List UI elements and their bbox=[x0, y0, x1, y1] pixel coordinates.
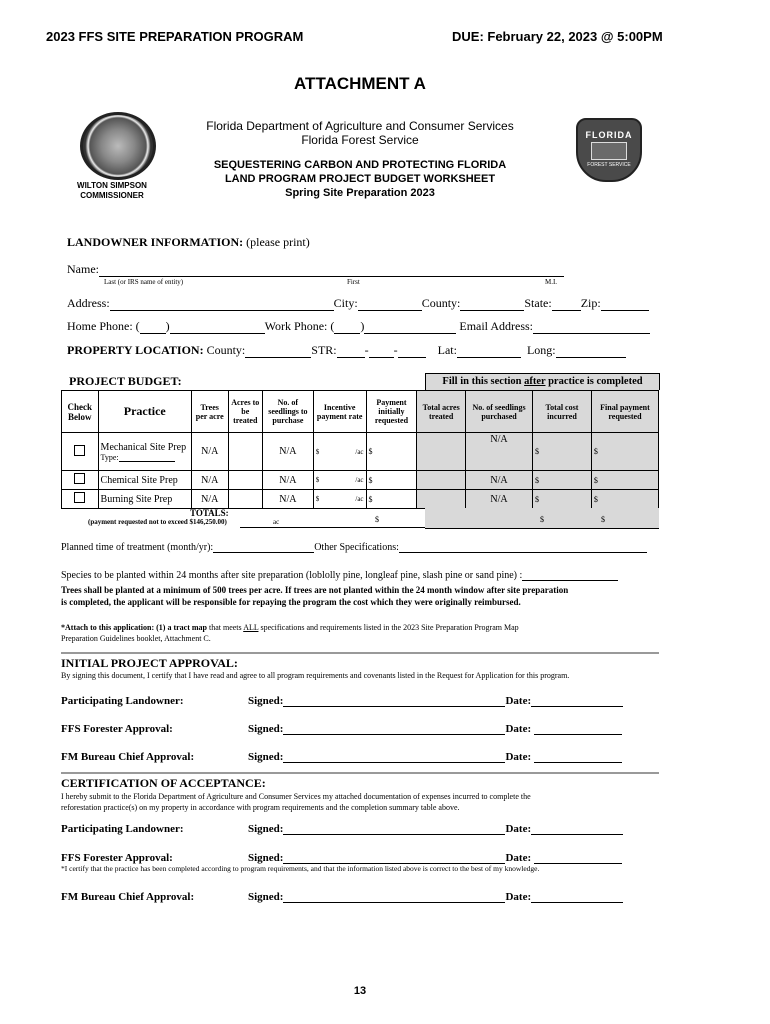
cert-bureau-chief-signature-field[interactable] bbox=[283, 889, 505, 903]
badge-top-text: FLORIDA bbox=[585, 130, 633, 140]
col-practice: Practice bbox=[98, 391, 191, 433]
col-incentive: Incentive payment rate bbox=[313, 391, 366, 433]
rate-cell[interactable] bbox=[313, 471, 366, 490]
budget-row-burning bbox=[62, 490, 659, 509]
other-specs-field[interactable] bbox=[399, 540, 647, 553]
cert-landowner-date-field[interactable] bbox=[531, 821, 623, 835]
signed-label: Signed: bbox=[248, 891, 284, 903]
approval-row-forester bbox=[61, 721, 622, 735]
col-acres: Acres to be treated bbox=[228, 391, 263, 433]
attach-rest: specifications and requirements listed in the 2023 Site Preparation Program Map bbox=[260, 623, 519, 632]
acres-cell[interactable] bbox=[228, 490, 263, 509]
rate-dollar: $ bbox=[315, 447, 320, 456]
seedlings-cell: N/A bbox=[263, 490, 314, 509]
zip-field[interactable] bbox=[601, 298, 649, 311]
total-cost-cell[interactable]: $ bbox=[533, 471, 592, 490]
program-title: 2023 FFS SITE PREPARATION PROGRAM bbox=[46, 29, 304, 44]
signed-label: Signed: bbox=[248, 723, 284, 735]
approval-row-bureau-chief bbox=[61, 749, 622, 763]
rate-cell[interactable] bbox=[313, 490, 366, 509]
landowner-heading bbox=[67, 235, 310, 250]
cert-row-bureau-chief bbox=[61, 889, 623, 903]
total-acres-cell[interactable] bbox=[417, 471, 466, 490]
landowner-date-field[interactable] bbox=[531, 693, 623, 707]
totals-payment[interactable]: $ bbox=[375, 515, 379, 524]
certification-statement bbox=[61, 791, 531, 813]
type-label: Type: bbox=[100, 452, 119, 462]
approval-rule bbox=[61, 652, 659, 654]
budget-table bbox=[61, 390, 659, 509]
budget-row-mechanical bbox=[62, 433, 659, 471]
certification-heading: CERTIFICATION OF ACCEPTANCE: bbox=[61, 776, 266, 790]
work-phone-field[interactable] bbox=[364, 321, 456, 334]
species-label: Species to be planted within 24 months after site preparation (loblolly pine, longleaf pine, slash pine or sand pine) : bbox=[61, 570, 523, 581]
seedlings-purchased-cell: N/A bbox=[466, 433, 533, 471]
trees-cell: N/A bbox=[191, 433, 228, 471]
property-location-label: PROPERTY LOCATION: bbox=[67, 343, 204, 357]
signed-label: Signed: bbox=[248, 695, 284, 707]
col-seedlings-purchased: No. of seedlings purchased bbox=[466, 391, 533, 433]
name-label: Name: bbox=[67, 262, 99, 276]
acres-cell[interactable] bbox=[228, 471, 263, 490]
date-label: Date: bbox=[505, 723, 532, 735]
email-label: Email Address: bbox=[459, 319, 534, 333]
acres-cell[interactable] bbox=[228, 433, 263, 471]
phone-row bbox=[67, 319, 650, 334]
total-acres-cell[interactable] bbox=[417, 490, 466, 509]
title-line-2: LAND PROGRAM PROJECT BUDGET WORKSHEET bbox=[224, 173, 496, 185]
planting-warning bbox=[61, 584, 568, 608]
landowner-heading-note: (please print) bbox=[246, 235, 310, 249]
type-row bbox=[101, 453, 189, 462]
check-cell bbox=[62, 433, 99, 471]
rate-dollar: $ bbox=[315, 476, 320, 484]
date-label: Date: bbox=[505, 891, 532, 903]
middle-initial-hint: M.I. bbox=[545, 278, 558, 286]
state-label: State: bbox=[524, 296, 552, 310]
final-payment-cell[interactable]: $ bbox=[591, 490, 658, 509]
range-field[interactable] bbox=[398, 345, 426, 358]
forester-certify-note: *I certify that the practice has been completed according to program requirements, and that the information listed above is correct to the best of my knowledge. bbox=[61, 864, 540, 873]
totals-note: (payment requested not to exceed $146,250.00) bbox=[88, 518, 227, 526]
due-date: DUE: February 22, 2023 @ 5:00PM bbox=[452, 29, 663, 44]
certification-line-2: reforestation practice(s) on my property in accordance with program requirements and the completion summary table above. bbox=[61, 803, 460, 812]
col-total-cost: Total cost incurred bbox=[533, 391, 592, 433]
approval-heading: INITIAL PROJECT APPROVAL: bbox=[61, 656, 238, 670]
attach-mid: that meets bbox=[208, 623, 242, 632]
approval-row-landowner bbox=[61, 693, 623, 707]
str-dash-2: - bbox=[393, 343, 398, 357]
totals-acres-unit: ac bbox=[273, 518, 280, 526]
cert-bureau-chief-label: FM Bureau Chief Approval: bbox=[61, 891, 195, 903]
practice-cell bbox=[98, 433, 191, 471]
signed-label: Signed: bbox=[248, 852, 284, 864]
practice-cell: Chemical Site Prep bbox=[98, 471, 191, 490]
fill-note-post: practice is completed bbox=[548, 376, 643, 387]
name-row bbox=[67, 262, 564, 277]
signed-label: Signed: bbox=[248, 823, 284, 835]
practice-label: Mechanical Site Prep bbox=[100, 441, 187, 453]
date-label: Date: bbox=[505, 751, 532, 763]
work-phone-paren: ) bbox=[360, 319, 365, 333]
planned-time-field[interactable] bbox=[213, 540, 314, 553]
attach-line-2: Preparation Guidelines booklet, Attachment C. bbox=[61, 634, 211, 643]
lat-label: Lat: bbox=[437, 343, 457, 357]
approval-statement: By signing this document, I certify that I have read and agree to all program requirements and covenants listed in the Request for Application for this program. bbox=[61, 671, 570, 680]
cert-row-landowner bbox=[61, 821, 623, 835]
totals-underline bbox=[240, 527, 425, 528]
forester-date-field[interactable] bbox=[534, 721, 622, 735]
commissioner-name: WILTON SIMPSON bbox=[77, 181, 147, 190]
cert-forester-label: FFS Forester Approval: bbox=[61, 852, 173, 864]
attach-bold: *Attach to this application: (1) a tract map bbox=[61, 623, 207, 632]
approval-bureau-chief-label: FM Bureau Chief Approval: bbox=[61, 751, 195, 763]
address-row bbox=[67, 296, 649, 311]
landowner-signature-field[interactable] bbox=[283, 693, 505, 707]
project-budget-heading: PROJECT BUDGET: bbox=[69, 374, 182, 388]
work-phone-label: Work Phone: ( bbox=[264, 319, 335, 333]
work-area-code-field[interactable] bbox=[334, 321, 360, 334]
practice-cell: Burning Site Prep bbox=[98, 490, 191, 509]
final-payment-cell[interactable]: $ bbox=[591, 471, 658, 490]
rate-unit: /ac bbox=[355, 495, 364, 503]
species-field[interactable] bbox=[522, 568, 618, 581]
date-label: Date: bbox=[505, 852, 532, 864]
col-trees: Trees per acre bbox=[191, 391, 228, 433]
cert-bureau-chief-date-field[interactable] bbox=[531, 889, 623, 903]
address-field[interactable] bbox=[110, 298, 334, 311]
type-field[interactable] bbox=[119, 453, 175, 462]
last-name-hint: Last (or IRS name of entity) bbox=[104, 278, 184, 286]
planned-time-row bbox=[61, 540, 647, 553]
final-payment-cell[interactable]: $ bbox=[591, 433, 658, 471]
budget-header-row bbox=[62, 391, 659, 433]
rate-cell[interactable] bbox=[313, 433, 366, 471]
cert-forester-date-field[interactable] bbox=[534, 850, 622, 864]
city-field[interactable] bbox=[358, 298, 422, 311]
col-final-payment: Final payment requested bbox=[591, 391, 658, 433]
badge-bottom-text: FOREST SERVICE bbox=[587, 162, 631, 168]
fill-note-pre: Fill in this section bbox=[442, 376, 522, 387]
address-label: Address: bbox=[67, 296, 110, 310]
payment-cell[interactable]: $ bbox=[366, 433, 417, 471]
col-check: Check Below bbox=[62, 391, 99, 433]
cert-landowner-signature-field[interactable] bbox=[283, 821, 505, 835]
total-acres-cell[interactable] bbox=[417, 433, 466, 471]
first-name-hint: First bbox=[347, 278, 360, 286]
long-field[interactable] bbox=[556, 345, 626, 358]
commissioner-block bbox=[60, 181, 164, 201]
rate-dollar: $ bbox=[315, 495, 320, 503]
fill-note-after: after bbox=[524, 376, 546, 387]
zip-label: Zip: bbox=[580, 296, 601, 310]
cert-forester-signature-field[interactable] bbox=[283, 850, 505, 864]
cert-row-forester bbox=[61, 850, 622, 864]
tree-icon bbox=[591, 142, 627, 160]
email-field[interactable] bbox=[533, 321, 650, 334]
title-line-3: Spring Site Preparation 2023 bbox=[285, 187, 435, 199]
lat-field[interactable] bbox=[457, 345, 521, 358]
attachment-note bbox=[61, 622, 519, 644]
totals-label: TOTALS: bbox=[190, 508, 229, 518]
long-label: Long: bbox=[526, 343, 556, 357]
check-cell bbox=[62, 471, 99, 490]
bureau-chief-date-field[interactable] bbox=[534, 749, 622, 763]
warning-line-1: Trees shall be planted at a minimum of 500 trees per acre. If trees are not planted within the 24 month window after site preparation bbox=[61, 585, 569, 595]
state-field[interactable] bbox=[552, 298, 581, 311]
col-total-acres: Total acres treated bbox=[417, 391, 466, 433]
approval-landowner-label: Participating Landowner: bbox=[61, 695, 184, 707]
county-label: County: bbox=[421, 296, 461, 310]
home-phone-label: Home Phone: ( bbox=[67, 319, 140, 333]
warning-line-2: is completed, the applicant will be responsible for repaying the program the cost which they were originally reimbursed. bbox=[61, 597, 521, 607]
landowner-heading-label: LANDOWNER INFORMATION: bbox=[67, 235, 244, 249]
trees-cell: N/A bbox=[191, 471, 228, 490]
city-label: City: bbox=[333, 296, 358, 310]
bureau-chief-signature-field[interactable] bbox=[283, 749, 505, 763]
service-name: Florida Forest Service bbox=[301, 133, 419, 147]
checkbox-chemical[interactable] bbox=[74, 473, 85, 484]
species-row bbox=[61, 568, 618, 581]
budget-row-chemical bbox=[62, 471, 659, 490]
commissioner-title: COMMISSIONER bbox=[80, 191, 144, 200]
cert-landowner-label: Participating Landowner: bbox=[61, 823, 184, 835]
certification-rule bbox=[61, 772, 659, 774]
approval-forester-label: FFS Forester Approval: bbox=[61, 723, 173, 735]
property-county-label: County: bbox=[206, 343, 246, 357]
township-field[interactable] bbox=[369, 345, 394, 358]
title-line-1: SEQUESTERING CARBON AND PROTECTING FLORIDA bbox=[213, 159, 507, 171]
after-practice-note bbox=[425, 373, 660, 390]
name-field[interactable] bbox=[99, 264, 564, 277]
payment-cell[interactable]: $ bbox=[366, 471, 417, 490]
seedlings-purchased-cell: N/A bbox=[466, 471, 533, 490]
home-phone-field[interactable] bbox=[170, 321, 265, 334]
totals-final[interactable]: $ bbox=[601, 515, 605, 524]
signed-label: Signed: bbox=[248, 751, 284, 763]
home-phone-paren: ) bbox=[165, 319, 170, 333]
section-field[interactable] bbox=[337, 345, 365, 358]
total-cost-cell[interactable]: $ bbox=[533, 490, 592, 509]
forest-service-badge-icon bbox=[576, 118, 642, 182]
page-number: 13 bbox=[353, 985, 367, 997]
trees-cell: N/A bbox=[191, 490, 228, 509]
florida-seal-icon bbox=[80, 112, 156, 180]
attach-all: ALL bbox=[243, 623, 259, 632]
checkbox-burning[interactable] bbox=[74, 492, 85, 503]
home-area-code-field[interactable] bbox=[140, 321, 166, 334]
str-label: STR: bbox=[311, 343, 337, 357]
payment-cell[interactable]: $ bbox=[366, 490, 417, 509]
seedlings-purchased-cell: N/A bbox=[466, 490, 533, 509]
str-dash-1: - bbox=[364, 343, 369, 357]
county-field[interactable] bbox=[460, 298, 524, 311]
property-location-row bbox=[67, 343, 626, 358]
certification-line-1: I hereby submit to the Florida Department of Agriculture and Consumer Services my attached documentation of expenses incurred to complete the bbox=[61, 792, 531, 801]
date-label: Date: bbox=[505, 695, 532, 707]
department-name: Florida Department of Agriculture and Consumer Services bbox=[206, 119, 514, 133]
attachment-title: ATTACHMENT A bbox=[294, 74, 426, 93]
total-cost-cell[interactable]: $ bbox=[533, 433, 592, 471]
other-specs-label: Other Specifications: bbox=[314, 542, 399, 553]
agency-block bbox=[180, 119, 540, 147]
checkbox-mechanical[interactable] bbox=[74, 445, 85, 456]
col-payment: Payment initially requested bbox=[366, 391, 417, 433]
check-cell bbox=[62, 490, 99, 509]
seedlings-cell: N/A bbox=[263, 471, 314, 490]
seedlings-cell: N/A bbox=[263, 433, 314, 471]
planned-time-label: Planned time of treatment (month/yr): bbox=[61, 542, 214, 553]
rate-unit: /ac bbox=[355, 476, 364, 484]
property-county-field[interactable] bbox=[245, 345, 311, 358]
date-label: Date: bbox=[505, 823, 532, 835]
worksheet-title bbox=[180, 158, 540, 200]
col-seedlings: No. of seedlings to purchase bbox=[263, 391, 314, 433]
totals-cost[interactable]: $ bbox=[540, 515, 544, 524]
forester-signature-field[interactable] bbox=[283, 721, 505, 735]
rate-unit: /ac bbox=[355, 447, 364, 456]
